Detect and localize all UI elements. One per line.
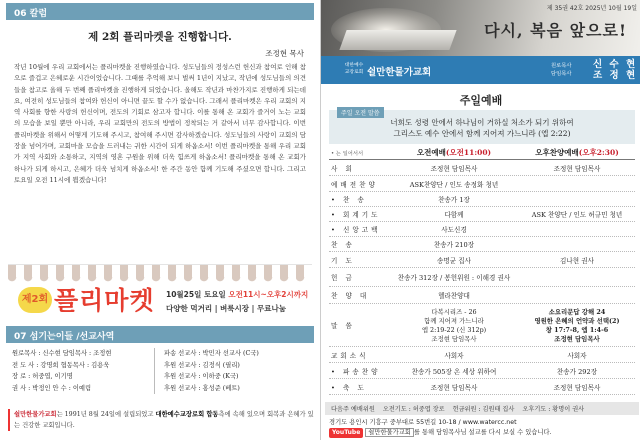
- church-description-text: 는 1991년 8월 24일에 설립되었고: [56, 411, 156, 418]
- youtube-note: 를 통해 담임목사님 설교를 다시 보실 수 있습니다.: [413, 429, 552, 436]
- church-name: 쉴만한물가교회: [367, 67, 432, 78]
- morning-service-cell: 찬송가 210장: [433, 241, 475, 249]
- missions-section: [0, 326, 320, 394]
- worship-row-label: 교회소식: [331, 351, 369, 360]
- next-week-item: 오전기도 : 허중엽 장로: [382, 406, 445, 413]
- pastor-senior-name: 조 정 현: [593, 70, 638, 81]
- afternoon-service-time: (오후2:30): [578, 148, 619, 157]
- worship-row-label: 예배전찬양: [331, 180, 378, 189]
- worship-row: [329, 192, 635, 207]
- worship-row-label: • 회계기도: [331, 211, 381, 219]
- banner-date: [166, 289, 308, 300]
- verse-line: 너희도 성령 안에서 하나님이 거하실 처소가 되기 위하여: [390, 118, 574, 127]
- missionaries-column: [154, 348, 304, 394]
- hero-slogan: 다시, 복음 앞으로!: [484, 21, 627, 40]
- morning-service-cell: 다복시리즈 - 26 함께 지어져 가느니라 엡 2:19-22 (신 312p) 조정현 담임목사: [421, 308, 487, 343]
- missionary-row: 후원 선교사 : 이하중 (K국): [164, 373, 239, 380]
- pastor-emeritus-name: 신 수 현: [593, 59, 638, 70]
- worship-row: [329, 304, 635, 347]
- column-section-header: 06 칼럼: [6, 3, 314, 20]
- next-week-item: 헌금위원 : 김원태 집사: [452, 406, 515, 413]
- morning-service-cell: 조정현 담임목사: [430, 383, 478, 392]
- servant-row: 장 로 : 허중엽, 이기명: [12, 373, 73, 380]
- worship-row: [329, 207, 635, 222]
- banner-badge: 제2회: [18, 287, 52, 313]
- worship-row-label: 헌 금: [331, 274, 355, 282]
- servant-row: 전 도 사 : 강명희 협동목사 : 김용욱: [12, 361, 110, 369]
- denomination-highlight: 대한예수교장로회 합동: [155, 411, 219, 418]
- church-name-highlight: 쉴만한물가교회: [14, 411, 57, 418]
- banner-date-time: 오전11시~오후2시까지: [228, 290, 309, 299]
- worship-row: [329, 363, 635, 379]
- table-header: [329, 146, 635, 160]
- afternoon-service-cell: [519, 176, 635, 191]
- role-emeritus: 원로목사: [551, 63, 572, 69]
- servant-row: 원로목사 : 신수현 담임목사 : 조정현: [12, 350, 112, 357]
- morning-service-cell: 찬송가 312장 / 봉헌위원 : 이해경 권사: [397, 274, 511, 282]
- worship-row-label: • 파송찬양: [331, 367, 381, 376]
- missions-list: [12, 348, 310, 394]
- worship-row-label: 찬 송: [331, 241, 355, 249]
- morning-service-time: (오전11:00): [445, 148, 492, 157]
- worship-row-label: 사 회: [331, 164, 355, 173]
- worship-row: [329, 237, 635, 252]
- youtube-channel-link[interactable]: 쉴만한물가교회: [365, 428, 414, 437]
- afternoon-service-cell: [519, 287, 635, 303]
- afternoon-service-cell: 소요리문답 강해 24 영원한 은혜의 언약과 선택(2) 창 17:7-8, 엡 1:4-6 조정현 담임목사: [534, 308, 620, 343]
- afternoon-service-cell: [519, 268, 635, 286]
- pastor-names: [593, 59, 637, 81]
- church-address: 경기도 용인시 기흥구 중부대로 55번길 10-18 / www.watercc.net: [329, 419, 517, 426]
- missionary-row: 파송 선교사 : 박민자 선교사 (C국): [164, 350, 259, 357]
- right-page: [320, 0, 640, 440]
- servant-row: 권 사 : 박정인 안 수 : 이예림: [12, 384, 92, 392]
- afternoon-service-cell: [519, 237, 635, 251]
- afternoon-service-cell: [519, 192, 635, 206]
- worship-row: [329, 287, 635, 304]
- worship-row-label: 말 씀: [331, 322, 355, 330]
- standing-note: • 는 일어서서: [331, 150, 364, 157]
- morning-service-cell: 사도신경: [441, 226, 467, 234]
- verse-tag: 주일 오전 말씀: [337, 107, 384, 118]
- flea-market-banner: [8, 264, 312, 326]
- church-description-text-end: 측에 속해 있으며 회복과 은혜가 있는 건강한 교회입니다.: [14, 411, 314, 429]
- column-title: 제 2회 플리마켓을 진행합니다.: [88, 31, 232, 43]
- morning-service-cell: 찬송가 505장 온 세상 위하여: [411, 367, 497, 376]
- afternoon-service-title: 오후찬양예배: [535, 148, 579, 157]
- morning-service-cell: 송명균 집사: [437, 256, 471, 265]
- afternoon-service-cell: 김나현 권사: [560, 256, 594, 265]
- column-body: 작년 10월에 우리 교회에서는 플리마켓을 진행하였습니다. 성도님들의 정성스런 헌신과 참여로 인해 참으로 즐겁고 은혜로운 시간이었습니다. 그때를 추억해 보니 벌써 1년이 지났고, 작년에 성도님들의 의견들을 참고로 올해 두 번째 플리마켓을 진행하게 되었습니다. 올해도 작년과 마찬가지로 진행하게 되는데요, 여전히 성도님들의 참여와 헌신이 아니면 끝도 할 수가 없습니다. 그래서 플리마켓은 우리 교회의 지역 사회를 향한 사랑의 헌신이며, 전도의 기회로 삼고자 합니다. 이를 통해 온 교회가 즐거이 노는 교회의 모습을 보일 뿐만 아니라, 우리 교회만의 전도의 방법이 정착되는 거 같아서 너무 감사합니다. 이번 플리마켓을 위해서 어떻게 기도해 주시고, 참여해 주시면 감사하겠습니다. 성도님들의 사랑이 교회의 담장을 넘어가며, 교회마을 모습을 드러내는 귀한 시간이 되게 하옵소서! 이번 플리마켓을 통해 우리 교회가 지역 사회와 소통하고, 지역의 영혼 구원을 위해 더욱 힘쓰게 하옵소서! 플리마켓을 통해 온 교회가 하나가 되게 하시고, 은혜가 더욱 넘치게 하옵소서! 한 주간 동안 함께 기도해 주셨으면 합니다. 그리고 토요일 오전 11시에 뵙겠습니다!: [14, 63, 306, 184]
- worship-row: [329, 252, 635, 268]
- morning-service-cell: ASK찬양단 / 인도 송정화 청년: [409, 180, 499, 189]
- worship-row-label: 기 도: [331, 256, 355, 265]
- hero-image: [321, 0, 640, 56]
- worship-row-label: • 축 도: [331, 383, 367, 392]
- banner-title: 플리마켓: [54, 286, 155, 315]
- denomination-label: 대한예수교장로회: [344, 63, 364, 75]
- worship-row-label: • 찬 송: [331, 196, 367, 204]
- afternoon-service-cell: 사회자: [567, 351, 587, 360]
- role-senior: 담임목사: [551, 71, 572, 77]
- worship-row: [329, 176, 635, 192]
- church-address-block: [329, 418, 635, 438]
- morning-service-cell: 다함께: [444, 211, 464, 219]
- awning-decoration: [8, 265, 312, 277]
- afternoon-service-cell: 조정현 담임목사: [553, 383, 601, 392]
- church-name-bar: [321, 56, 640, 84]
- worship-row-label: 찬 양 대: [331, 292, 370, 300]
- worship-order-table: [329, 146, 635, 395]
- missionary-row: 후원 선교사 : 홍성준 (베트): [164, 384, 240, 392]
- open-bible-decoration: [339, 30, 456, 50]
- youtube-icon[interactable]: YouTube: [329, 428, 363, 438]
- next-week-label: 다음주 예배위원: [331, 406, 375, 413]
- afternoon-service-cell: ASK 찬양단 / 인도 허규민 청년: [531, 211, 623, 219]
- issue-info: 제 35권 42호 2025년 10월 19일: [546, 5, 637, 12]
- column-author: 조정현 목사: [265, 49, 304, 58]
- morning-service-title: 오전예배: [416, 148, 446, 157]
- worship-row-label: • 신앙고백: [331, 226, 381, 234]
- next-week-servants-bar: [325, 402, 639, 415]
- morning-service-cell: 사회자: [444, 351, 464, 360]
- sermon-verse-box: [329, 110, 635, 144]
- banner-date-day: 10월25일 토요일: [166, 290, 229, 299]
- banner-subtitle: 다양한 먹거리 | 벼룩시장 | 무료나눔: [166, 304, 286, 313]
- worship-title: 주일예배: [459, 94, 503, 107]
- afternoon-service-cell: 찬송가 292장: [556, 367, 598, 376]
- worship-row: [329, 160, 635, 176]
- verse-line: 그리스도 예수 안에서 함께 지어져 가느니라 (엡 2:22): [393, 129, 571, 138]
- missions-section-header: 07 섬기는이들 /선교사역: [6, 326, 314, 343]
- worship-row: [329, 268, 635, 287]
- servants-column: [12, 348, 154, 394]
- morning-service-header: [389, 146, 519, 159]
- verse-text: [329, 117, 635, 139]
- youtube-line: [329, 428, 635, 438]
- afternoon-service-header: [519, 146, 635, 159]
- afternoon-service-cell: 조정현 담임목사: [553, 164, 601, 173]
- worship-row: [329, 379, 635, 395]
- worship-row: [329, 347, 635, 363]
- worship-row: [329, 222, 635, 237]
- missionary-row: 후원 선교사 : 김정식 (필리): [164, 361, 240, 369]
- morning-service-cell: 찬송가 1장: [438, 196, 470, 204]
- pastor-roles: [551, 62, 571, 78]
- next-week-item: 오후기도 : 황명이 권사: [522, 406, 585, 413]
- morning-service-cell: 조정현 담임목사: [430, 164, 478, 173]
- morning-service-cell: 헬라찬양대: [438, 292, 470, 300]
- church-description: [8, 409, 314, 431]
- afternoon-service-cell: [519, 222, 635, 236]
